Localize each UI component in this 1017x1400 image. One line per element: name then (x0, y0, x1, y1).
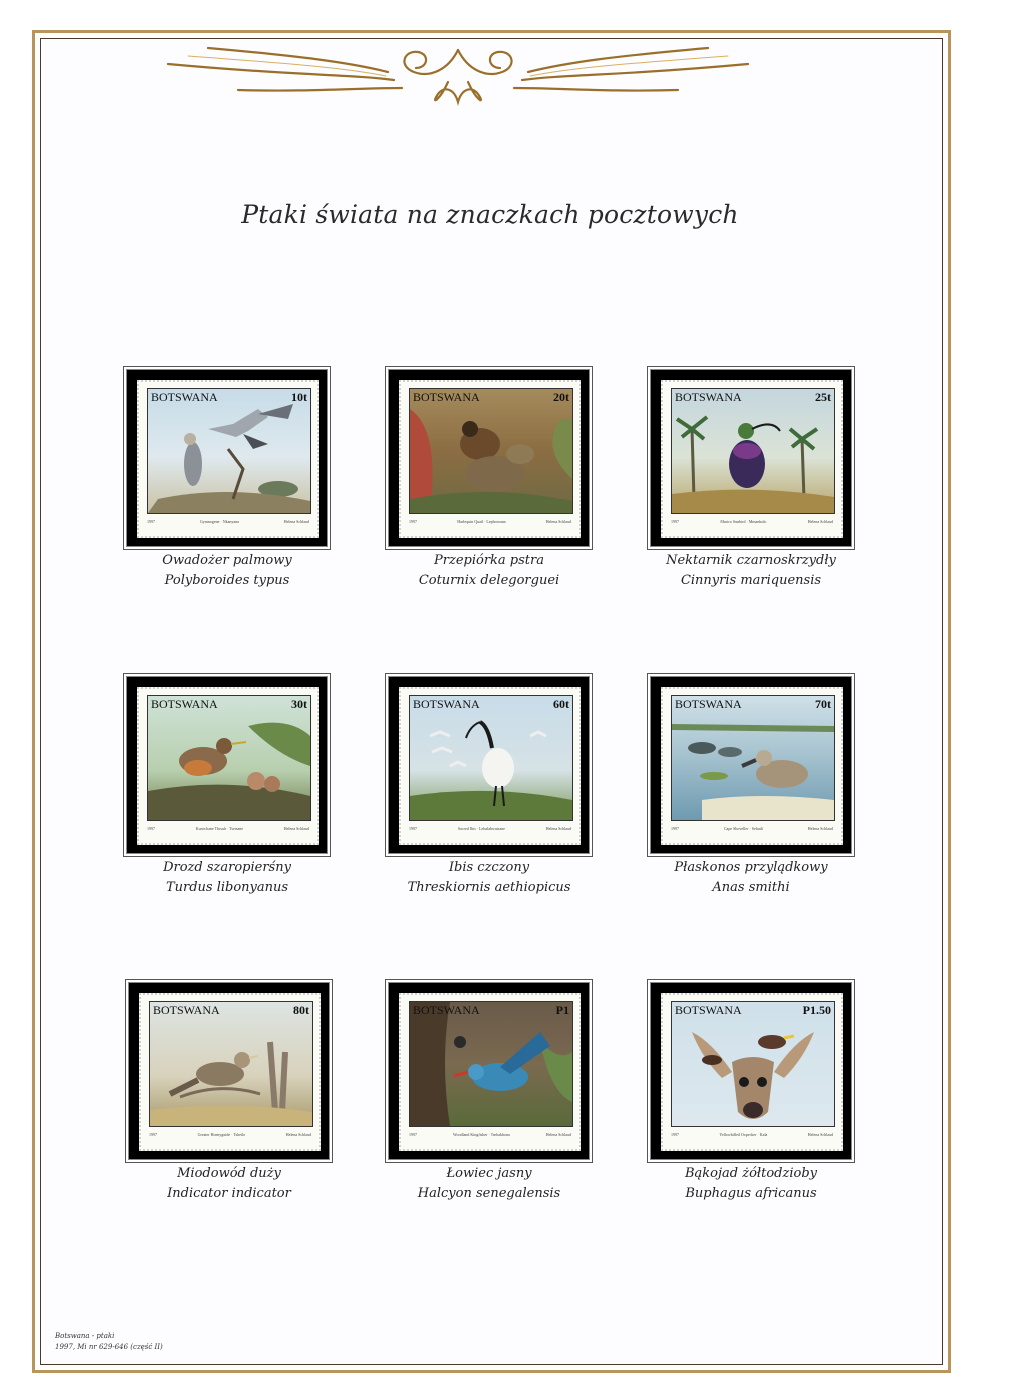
stamp-caption (650, 1164, 852, 1204)
stamp-caption (388, 1164, 590, 1204)
bird-hawk-illustration-icon (148, 389, 310, 513)
caption-latin-name: Coturnix delegorguei (418, 573, 560, 588)
stamp-bird-name: Marico Sunbird · Mmankolo (720, 518, 767, 524)
stamp-mount (388, 676, 590, 854)
stamp-bird-name: Cape Shoveller · Sehudi (723, 825, 763, 831)
page-footer-note (55, 1331, 163, 1353)
stamp-country: BOTSWANA (413, 389, 480, 404)
stamp (137, 687, 319, 845)
stamp-value: 20t (553, 389, 569, 404)
stamp-artist: Helena Schlaud (545, 825, 571, 831)
stamp-country: BOTSWANA (151, 696, 218, 711)
stamp-value: 80t (293, 1002, 309, 1017)
stamp-artist: Helena Schlaud (545, 1131, 571, 1137)
stamp-value: 70t (815, 696, 831, 711)
stamp (661, 380, 843, 538)
stamp-value: 60t (553, 696, 569, 711)
bird-oxpecker-illustration-icon (672, 1002, 834, 1126)
bird-ibis-illustration-icon (410, 696, 572, 820)
stamp-caption (128, 1164, 330, 1204)
stamp-value: P1.50 (802, 1002, 831, 1017)
stamp-mount (650, 676, 852, 854)
stamp-mount (126, 369, 328, 547)
stamp-artist: Helena Schlaud (807, 518, 833, 524)
bird-kingfisher-illustration-icon (410, 1002, 572, 1126)
bird-shoveler-duck-illustration-icon (672, 696, 834, 820)
stamp-year: 1997 (147, 825, 155, 831)
caption-polish-name: Ibis czczony (448, 860, 530, 875)
stamp-year: 1997 (149, 1131, 157, 1137)
caption-latin-name: Turdus libonyanus (165, 880, 289, 895)
caption-latin-name: Polyboroides typus (164, 573, 290, 588)
caption-polish-name: Łowiec jasny (446, 1166, 532, 1181)
stamp-caption (388, 551, 590, 591)
stamp-caption (650, 858, 852, 898)
caption-latin-name: Cinnyris mariquensis (680, 573, 822, 588)
stamp-country: BOTSWANA (413, 1002, 480, 1017)
stamp (661, 993, 843, 1151)
stamp-artist: Helena Schlaud (807, 1131, 833, 1137)
bird-quail-illustration-icon (410, 389, 572, 513)
stamp-artist: Helena Schlaud (807, 825, 833, 831)
stamp-country: BOTSWANA (151, 389, 218, 404)
caption-polish-name: Miodowód duży (177, 1166, 281, 1181)
stamp-country: BOTSWANA (675, 696, 742, 711)
stamp-country: BOTSWANA (675, 389, 742, 404)
stamp-artist: Helena Schlaud (283, 518, 309, 524)
stamp-bird-name: Harlequin Quail · Lephoroana (457, 518, 506, 524)
stamp-year: 1997 (671, 825, 679, 831)
stamp (661, 687, 843, 845)
stamp-year: 1997 (671, 518, 679, 524)
stamp-caption (126, 858, 328, 898)
stamp-bird-name: Gymnogene · Nkanyana (199, 518, 239, 524)
stamp-value: 30t (291, 696, 307, 711)
stamp-year: 1997 (671, 1131, 679, 1137)
stamp-mount (388, 982, 590, 1160)
stamp-caption (650, 551, 852, 591)
stamp-mount (126, 676, 328, 854)
stamp-caption (388, 858, 590, 898)
caption-polish-name: Nektarnik czarnoskrzydły (666, 553, 836, 568)
ornament-flourish-icon (148, 42, 768, 112)
footer-line-2: 1997, Mi nr 629-646 (część II) (55, 1343, 163, 1351)
stamp-country: BOTSWANA (675, 1002, 742, 1017)
stamp-bird-name: Yellowbilled Oxpecker · Kala (719, 1131, 768, 1137)
stamp-bird-name: Woodland Kingfisher · Tsebakhona (453, 1131, 510, 1137)
stamp-bird-name: Greater Honeyguide · Tshetlo (197, 1131, 246, 1137)
caption-polish-name: Bąkojad żółtodzioby (684, 1166, 817, 1181)
stamp (139, 993, 321, 1151)
caption-latin-name: Indicator indicator (167, 1186, 291, 1201)
stamp-year: 1997 (409, 518, 417, 524)
stamp (399, 993, 581, 1151)
bird-honeyguide-illustration-icon (150, 1002, 312, 1126)
stamp-country: BOTSWANA (153, 1002, 220, 1017)
stamp-mount (650, 369, 852, 547)
stamp-artist: Helena Schlaud (545, 518, 571, 524)
stamp-artist: Helena Schlaud (283, 825, 309, 831)
bird-thrush-illustration-icon (148, 696, 310, 820)
stamp (399, 380, 581, 538)
stamp-value: P1 (555, 1002, 569, 1017)
caption-latin-name: Threskiornis aethiopicus (407, 880, 571, 895)
caption-polish-name: Drozd szaropierśny (163, 860, 291, 875)
stamp-year: 1997 (409, 1131, 417, 1137)
bird-sunbird-illustration-icon (672, 389, 834, 513)
stamp-value: 25t (815, 389, 831, 404)
caption-polish-name: Owadożer palmowy (162, 553, 292, 568)
stamp-mount (388, 369, 590, 547)
stamp (399, 687, 581, 845)
footer-line-1: Botswana - ptaki (55, 1332, 115, 1340)
stamp-mount (650, 982, 852, 1160)
stamp-year: 1997 (147, 518, 155, 524)
stamp (137, 380, 319, 538)
caption-latin-name: Buphagus africanus (685, 1186, 817, 1201)
stamp-caption (126, 551, 328, 591)
stamp-bird-name: Kurrichane Thrush · Tsetsane (195, 825, 243, 831)
caption-polish-name: Płaskonos przylądkowy (674, 860, 828, 875)
stamp-bird-name: Sacred Ibis · Lehalahwatsane (457, 825, 505, 831)
stamp-artist: Helena Schlaud (285, 1131, 311, 1137)
stamp-value: 10t (291, 389, 307, 404)
caption-latin-name: Halcyon senegalensis (417, 1186, 561, 1201)
stamp-country: BOTSWANA (413, 696, 480, 711)
stamp-year: 1997 (409, 825, 417, 831)
page-title: Ptaki świata na znaczkach pocztowych (241, 200, 739, 229)
caption-latin-name: Anas smithi (712, 880, 790, 895)
caption-polish-name: Przepiórka pstra (434, 553, 544, 568)
stamp-mount (128, 982, 330, 1160)
